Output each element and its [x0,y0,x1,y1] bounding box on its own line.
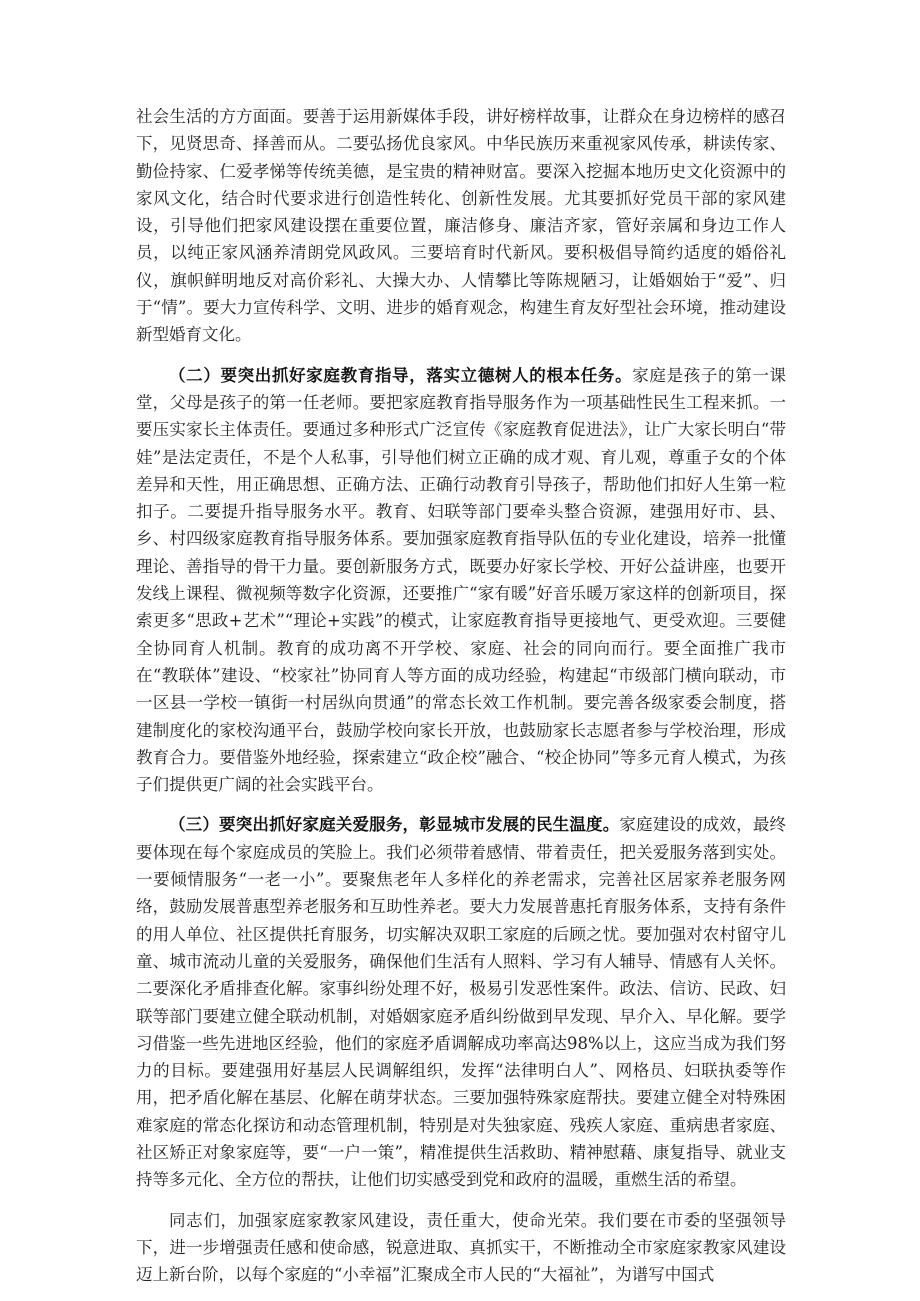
paragraph-family-care [136,811,786,1193]
paragraph-text: 社会生活的方方面面。要善于运用新媒体手段，讲好榜样故事，让群众在身边榜样的感召下，见贤思奇、择善而从。二要弘扬优良家风。中华民族历来重视家风传承，耕读传家、勤俭持家、仁爱孝悌等传统美德，是宝贵的精神财富。要深入挖掘本地历史文化资源中的家风文化，结合时代要求进行创造性转化、创新性发展。尤其要抓好党员干部的家风建设，引导他们把家风建设摆在重要位置，廉洁修身、廉洁齐家，管好亲属和身边工作人员，以纯正家风涵养清朗党风政风。三要培育时代新风。要积极倡导简约适度的婚俗礼仪，旗帜鲜明地反对高价彩礼、大操大办、人情攀比等陈规陋习，让婚姻始于“爱”、归于“情”。要大力宣传科学、文明、进步的婚育观念，构建生育友好型社会环境，推动建设新型婚育文化。 [136,107,786,345]
section-heading-education: （二）要突出抓好家庭教育指导，落实立德树人的根本任务。 [169,365,633,385]
section-heading-care: （三）要突出抓好家庭关爱服务，彰显城市发展的民生温度。 [169,815,620,835]
paragraph-text: 家庭建设的成效，最终要体现在每个家庭成员的笑脸上。我们必须带着感情、带着责任，把关爱服务落到实处。一要倾情服务“一老一小”。要聚焦老年人多样化的养老需求，完善社区居家养老服务网络，鼓励发展普惠型养老服务和互助性养老。要大力发展普惠托育服务体系，支持有条件的用人单位、社区提供托育服务，切实解决双职工家庭的后顾之忧。要加强对农村留守儿童、城市流动儿童的关爱服务，确保他们生活有人照料、学习有人辅导、情感有人关怀。二要深化矛盾排查化解。家事纠纷处理不好，极易引发恶性案件。政法、信访、民政、妇联等部门要建立健全联动机制，对婚姻家庭矛盾纠纷做到早发现、早介入、早化解。要学习借鉴一些先进地区经验，他们的家庭矛盾调解成功率高达98%以上，这应当成为我们努力的目标。要建强用好基层人民调解组织，发挥“法律明白人”、网格员、妇联执委等作用，把矛盾化解在基层、化解在萌芽状态。三要加强特殊家庭帮扶。要建立健全对特殊困难家庭的常态化探访和动态管理机制，特别是对失独家庭、残疾人家庭、重病患者家庭、社区矫正对象家庭等，要“一户一策”，精准提供生活救助、精神慰藉、康复指导、就业支持等多元化、全方位的帮扶，让他们切实感受到党和政府的温暖，重燃生活的希望。 [136,815,787,1190]
document-page [136,103,786,1301]
paragraph-text: 家庭是孩子的第一课堂，父母是孩子的第一任老师。要把家庭教育指导服务作为一项基础性民生工程来抓。一要压实家长主体责任。要通过多种形式广泛宣传《家庭教育促进法》，让广大家长明白“带娃”是法定责任，不是个人私事，引导他们树立正确的成才观、育儿观，尊重子女的个体差异和天性，用正确思想、正确方法、正确行动教育引导孩子，帮助他们扣好人生第一粒扣子。二要提升指导服务水平。教育、妇联等部门要牵头整合资源，建强用好市、县、乡、村四级家庭教育指导服务体系。要加强家庭教育指导队伍的专业化建设，培养一批懂理论、善指导的骨干力量。要创新服务方式，既要办好家长学校、开好公益讲座，也要开发线上课程、微视频等数字化资源，还要推广“家有暖”好音乐暖万家这样的创新项目，探索更多“思政+艺术”“理论+实践”的模式，让家庭教育指导更接地气、更受欢迎。三要健全协同育人机制。教育的成功离不开学校、家庭、社会的同向而行。要全面推广我市在“教联体”建设、“校家社”协同育人等方面的成功经验，构建起“市级部门横向联动，市一区县一学校一镇街一村居纵向贯通”的常态长效工作机制。要完善各级家委会制度，搭建制度化的家校沟通平台，鼓励学校向家长开放，也鼓励家长志愿者参与学校治理，形成教育合力。要借鉴外地经验，探索建立“政企校”融合、“校企协同”等多元育人模式，为孩子们提供更广阔的社会实践平台。 [136,365,787,795]
paragraph-conclusion [136,1207,786,1289]
paragraph-family-education [136,362,786,799]
paragraph-text: 同志们，加强家庭家教家风建设，责任重大，使命光荣。我们要在市委的坚强领导下，进一步增强责任感和使命感，锐意进取、真抓实干，不断推动全市家庭家教家风建设迈上新台阶，以每个家庭的“小幸福”汇聚成全市人民的“大福祉”，为谱写中国式 [136,1210,786,1285]
paragraph-family-style [136,103,786,349]
